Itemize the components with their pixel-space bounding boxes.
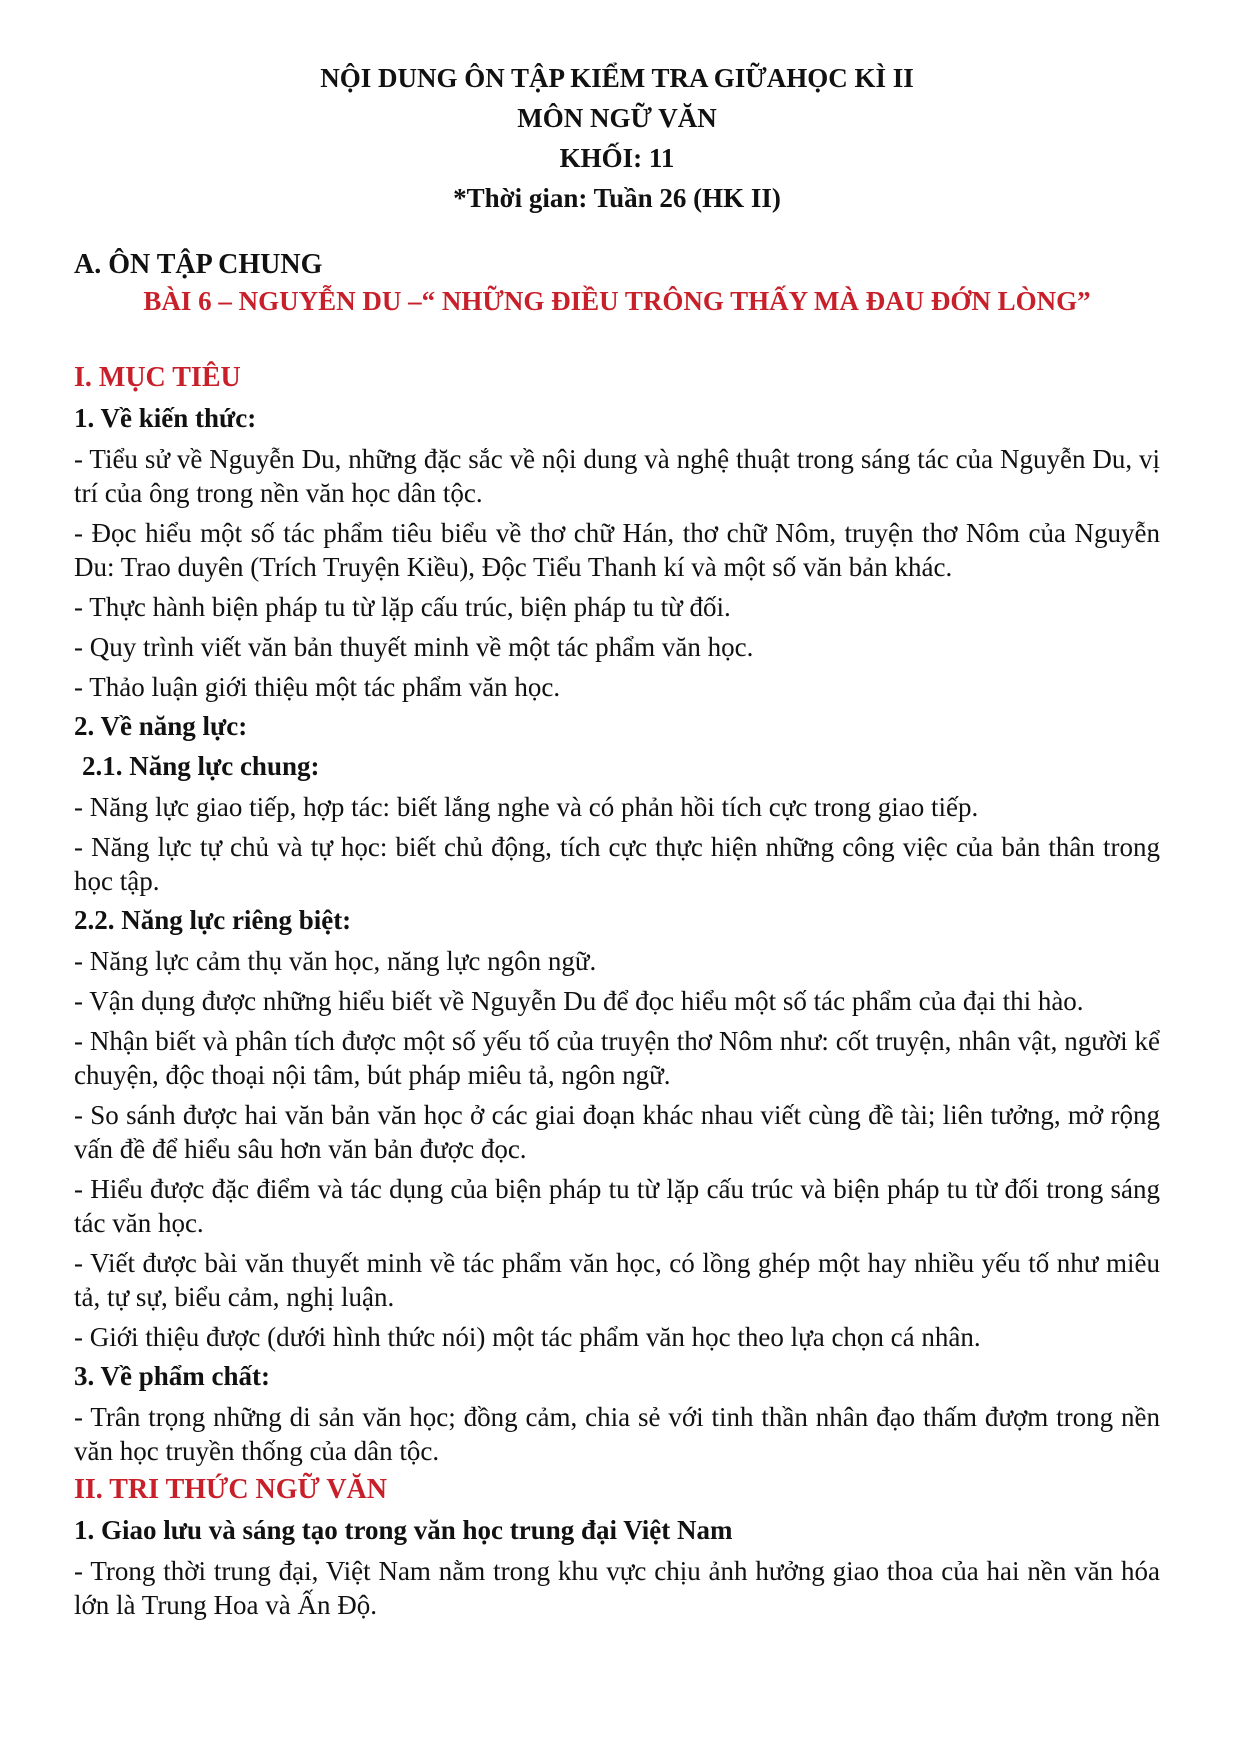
list-item: - Thảo luận giới thiệu một tác phẩm văn học.: [74, 672, 561, 702]
grade-title: KHỐI: 11: [559, 143, 675, 173]
list-item: - Hiểu được đặc điểm và tác dụng của biện pháp tu từ lặp cấu trúc và biện pháp tu từ đối trong sáng tác văn học.: [74, 1174, 1160, 1238]
list-item: - Tiểu sử về Nguyễn Du, những đặc sắc về nội dung và nghệ thuật trong sáng tác của Nguyễn Du, vị trí của ông trong nền văn học dân tộc.: [74, 444, 1160, 508]
list-item: - Nhận biết và phân tích được một số yếu tố của truyện thơ Nôm như: cốt truyện, nhân vật, người kể chuyện, độc thoại nội tâm, bút pháp miêu tả, ngôn ngữ.: [74, 1026, 1160, 1090]
tri-thuc-heading: II. TRI THỨC NGỮ VĂN: [74, 1474, 387, 1505]
list-item: - Năng lực cảm thụ văn học, năng lực ngôn ngữ.: [74, 946, 597, 976]
list-item: - Năng lực tự chủ và tự học: biết chủ động, tích cực thực hiện những công việc của bản thân trong học tập.: [74, 832, 1160, 896]
list-item: - Viết được bài văn thuyết minh về tác phẩm văn học, có lồng ghép một hay nhiều yếu tố như miêu tả, tự sự, biểu cảm, nghị luận.: [74, 1248, 1160, 1312]
section-a-heading: A. ÔN TẬP CHUNG: [74, 249, 323, 280]
list-item: - Năng lực giao tiếp, hợp tác: biết lắng nghe và có phản hồi tích cực trong giao tiếp.: [74, 792, 979, 822]
list-item: - Đọc hiểu một số tác phẩm tiêu biểu về thơ chữ Hán, thơ chữ Nôm, truyện thơ Nôm của Nguyễn Du: Trao duyên (Trích Truyện Kiều), Độc Tiểu Thanh kí và một số văn bản khác.: [74, 518, 1160, 582]
pham-chat-heading: 3. Về phẩm chất:: [74, 1361, 271, 1391]
doc-title: NỘI DUNG ÔN TẬP KIỂM TRA GIỮAHỌC KÌ II: [320, 63, 914, 93]
lesson-title: BÀI 6 – NGUYỄN DU –“ NHỮNG ĐIỀU TRÔNG THẤY MÀ ĐAU ĐỚN LÒNG”: [143, 286, 1091, 316]
nang-luc-chung-heading: 2.1. Năng lực chung:: [82, 751, 320, 781]
list-item: - Thực hành biện pháp tu từ lặp cấu trúc, biện pháp tu từ đối.: [74, 592, 731, 622]
muc-tieu-heading: I. MỤC TIÊU: [74, 362, 241, 393]
list-item: - Quy trình viết văn bản thuyết minh về một tác phẩm văn học.: [74, 632, 754, 662]
nang-luc-rieng-heading: 2.2. Năng lực riêng biệt:: [74, 905, 352, 935]
subject-title: MÔN NGỮ VĂN: [517, 103, 717, 133]
nang-luc-heading: 2. Về năng lực:: [74, 711, 248, 741]
giao-luu-heading: 1. Giao lưu và sáng tạo trong văn học trung đại Việt Nam: [74, 1515, 733, 1545]
list-item: - Giới thiệu được (dưới hình thức nói) một tác phẩm văn học theo lựa chọn cá nhân.: [74, 1322, 981, 1352]
kien-thuc-heading: 1. Về kiến thức:: [74, 403, 257, 433]
list-item: - Trân trọng những di sản văn học; đồng cảm, chia sẻ với tinh thần nhân đạo thấm đượm trong nền văn học truyền thống của dân tộc.: [74, 1402, 1160, 1466]
list-item: - So sánh được hai văn bản văn học ở các giai đoạn khác nhau viết cùng đề tài; liên tưởng, mở rộng vấn đề để hiểu sâu hơn văn bản được đọc.: [74, 1100, 1160, 1164]
list-item: - Trong thời trung đại, Việt Nam nằm trong khu vực chịu ảnh hưởng giao thoa của hai nền văn hóa lớn là Trung Hoa và Ấn Độ.: [74, 1556, 1160, 1620]
list-item: - Vận dụng được những hiểu biết về Nguyễn Du để đọc hiểu một số tác phẩm của đại thi hào.: [74, 986, 1084, 1016]
time-title: *Thời gian: Tuần 26 (HK II): [453, 183, 781, 213]
